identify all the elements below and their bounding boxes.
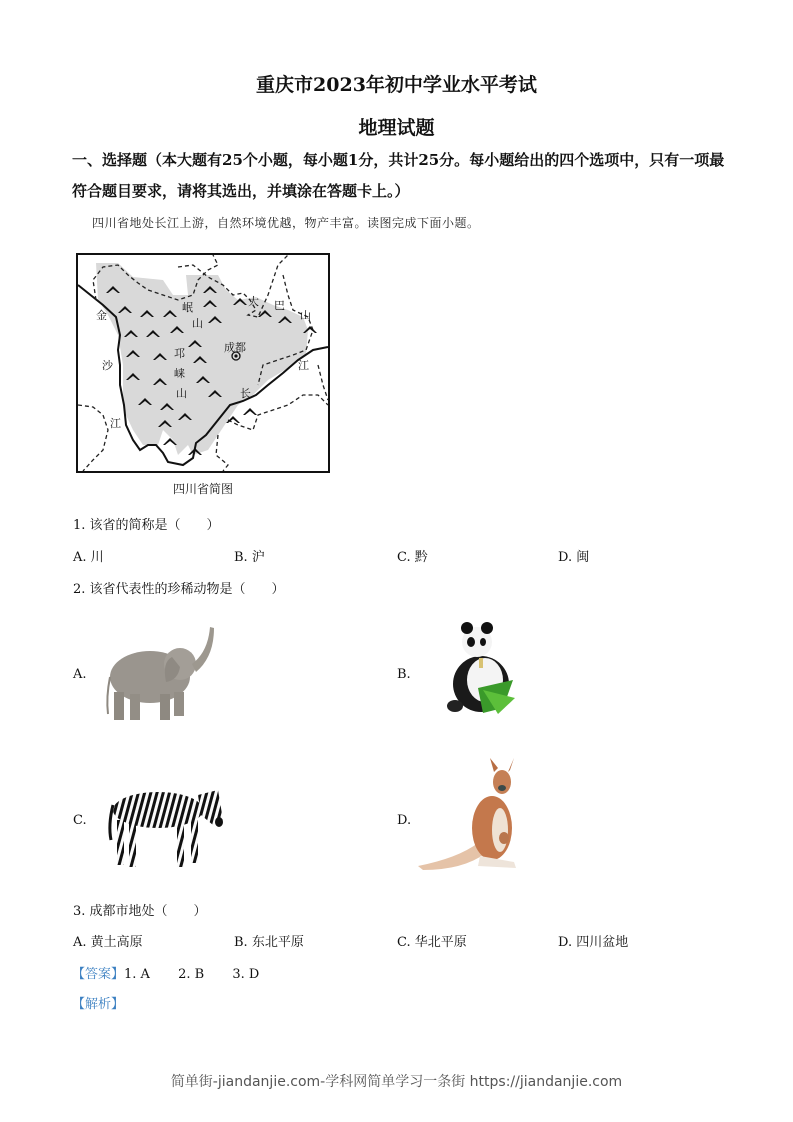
answer-label: 【答案】 — [72, 967, 125, 982]
section-heading: 一、选择题（本大题有25个小题，每小题1分，共计25分。每小题给出的四个选项中，只有一项最符合题目要求，请将其选出，并填涂在答题卡上。） — [72, 151, 725, 200]
map-label-sha: 沙 — [102, 359, 113, 372]
question-number: 2. — [73, 582, 86, 597]
page-title: 重庆市2023年初中学业水平考试 — [256, 74, 537, 96]
map-graphic — [78, 255, 328, 471]
q1-option-d[interactable]: D. 闽 — [558, 550, 590, 565]
panda-image[interactable] — [443, 618, 521, 720]
answer-item: 3. D — [232, 967, 260, 982]
map-label-min-shan: 山 — [192, 317, 203, 330]
sichuan-map — [76, 253, 330, 473]
question-number: 1. — [73, 518, 86, 533]
map-label-ba: 巴 — [274, 299, 285, 312]
map-label-lai-shan: 山 — [176, 387, 187, 400]
answer-item: 1. A — [124, 967, 150, 982]
question-1 — [73, 514, 220, 533]
intro-text: 四川省地处长江上游，自然环境优越，物产丰富。读图完成下面小题。 — [92, 216, 480, 230]
q2-option-a-label[interactable]: A. — [73, 667, 87, 682]
page-subtitle: 地理试题 — [358, 117, 435, 139]
q2-option-d-label[interactable]: D. — [397, 813, 412, 828]
answer-line — [72, 963, 259, 982]
q1-option-c[interactable]: C. 黔 — [397, 550, 428, 565]
elephant-image[interactable] — [100, 622, 220, 724]
map-label-chengdu: 成都 — [224, 341, 246, 354]
map-label-qiong: 邛 — [174, 347, 185, 360]
q1-option-a[interactable]: A. 川 — [73, 550, 104, 565]
kangaroo-image[interactable] — [418, 758, 523, 876]
answer-item: 2. B — [178, 967, 205, 982]
map-label-min: 岷 — [182, 301, 193, 314]
footer-watermark: 简单街-jiandanjie.com-学科网简单学习一条街 https://jiandanjie.com — [170, 1074, 623, 1090]
question-3 — [73, 900, 207, 919]
q2-option-c-label[interactable]: C. — [73, 813, 87, 828]
analysis-label: 【解析】 — [72, 997, 125, 1012]
map-label-chang: 长 — [240, 387, 251, 400]
q3-option-b[interactable]: B. 东北平原 — [234, 935, 304, 950]
map-label-jin: 金 — [96, 309, 107, 322]
q1-option-b[interactable]: B. 沪 — [234, 550, 265, 565]
question-text: 成都市地处（ ） — [89, 904, 207, 919]
question-text: 该省代表性的珍稀动物是（ ） — [89, 582, 285, 597]
question-text: 该省的简称是（ ） — [89, 518, 220, 533]
q3-option-a[interactable]: A. 黄土高原 — [73, 935, 143, 950]
map-label-lai: 崃 — [174, 367, 185, 380]
question-number: 3. — [73, 904, 86, 919]
q3-option-c[interactable]: C. 华北平原 — [397, 935, 467, 950]
map-label-da: 大 — [248, 295, 259, 308]
map-label-jiang-right: 江 — [298, 359, 309, 372]
q3-option-d[interactable]: D. 四川盆地 — [558, 935, 629, 950]
q2-option-b-label[interactable]: B. — [397, 667, 411, 682]
question-2 — [73, 578, 285, 597]
map-label-ba-shan: 山 — [300, 309, 311, 322]
zebra-image[interactable] — [103, 780, 223, 872]
map-caption: 四川省简图 — [172, 482, 233, 496]
map-label-jiang-left: 江 — [110, 417, 121, 430]
